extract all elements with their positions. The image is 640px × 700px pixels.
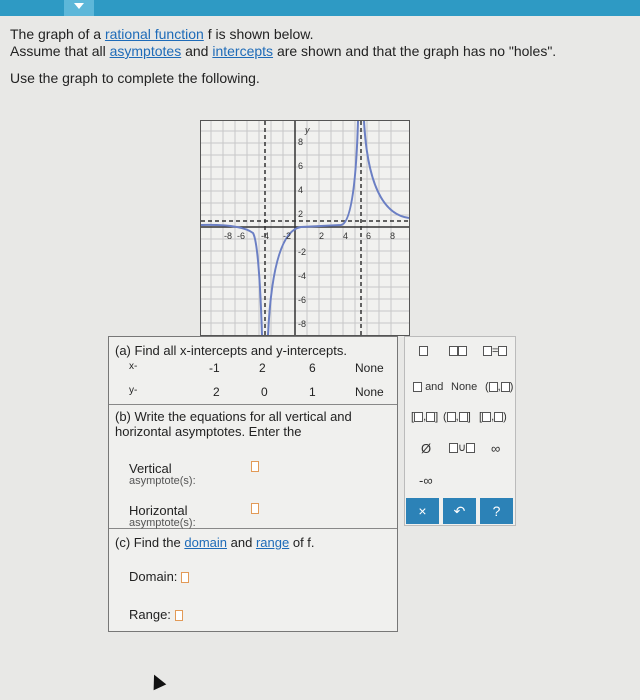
x-option[interactable]: -1 — [209, 361, 220, 375]
horizontal-asymptote-input[interactable] — [251, 503, 259, 514]
question-line-2 — [10, 43, 556, 60]
part-b-header: (b) Write the equations for all vertical and horizontal asymptotes. Enter the — [115, 409, 352, 439]
union-symbol: ∪ — [458, 442, 467, 454]
rational-function-link[interactable]: rational function — [104, 26, 204, 42]
chevron-down-icon — [74, 3, 84, 9]
none-button[interactable]: None — [451, 381, 478, 393]
x-tick-label: 8 — [390, 231, 396, 241]
text: are shown and that the graph has no "holes". — [276, 43, 557, 59]
vertical-asymptote-sublabel: asymptote(s): — [129, 475, 196, 487]
y-tick-label: -4 — [298, 271, 307, 281]
mixed-fraction-button[interactable] — [449, 345, 467, 357]
text: f is shown below. — [207, 26, 314, 42]
x-tick-label: -2 — [283, 231, 292, 241]
y-tick-label: 2 — [298, 209, 304, 219]
y-tick-label: 6 — [298, 161, 304, 171]
part-c-header — [115, 535, 315, 550]
part-a-section — [109, 337, 397, 405]
x-intercept-label: x- — [129, 361, 138, 372]
range-input[interactable] — [175, 610, 183, 621]
undo-button[interactable]: ↶ — [443, 498, 476, 524]
range-row — [129, 607, 183, 622]
union-button[interactable] — [449, 441, 475, 454]
help-button[interactable]: ? — [480, 498, 513, 524]
y-option[interactable]: 2 — [213, 385, 220, 399]
and-button[interactable] — [413, 381, 443, 393]
x-option[interactable]: 6 — [309, 361, 316, 375]
x-tick-label: -6 — [237, 231, 246, 241]
text: and — [230, 535, 253, 550]
domain-link[interactable]: domain — [184, 535, 228, 550]
x-option[interactable]: 2 — [259, 361, 266, 375]
neg-infinity-button[interactable]: -∞ — [419, 473, 433, 488]
y-tick-label: -6 — [298, 295, 307, 305]
question-line-1 — [10, 26, 556, 43]
text: and — [185, 43, 209, 59]
question-line-3: Use the graph to complete the following. — [10, 70, 260, 86]
curve-middle — [268, 121, 358, 335]
top-bar — [0, 0, 640, 16]
vertical-asymptote-input[interactable] — [251, 461, 259, 472]
x-tick-label: -8 — [224, 231, 233, 241]
intercepts-link[interactable]: intercepts — [212, 43, 274, 59]
y-option-none[interactable]: None — [355, 385, 384, 399]
y-tick-label: 4 — [298, 185, 304, 195]
half-closed-interval-button[interactable]: [ , ) — [479, 411, 507, 423]
empty-set-button[interactable]: Ø — [421, 441, 432, 456]
closed-interval-button[interactable]: [ , ] — [411, 411, 439, 423]
horizontal-asymptote-sublabel: asymptote(s): — [129, 517, 196, 529]
open-interval-button[interactable]: ( , ) — [485, 381, 514, 393]
half-open-interval-button[interactable]: ( , ] — [443, 411, 471, 423]
y-axis-label: y — [305, 125, 310, 135]
x-option-none[interactable]: None — [355, 361, 384, 375]
mouse-cursor-icon — [148, 672, 167, 691]
question-text — [10, 26, 556, 87]
text: Assume that all — [10, 43, 106, 59]
x-tick-label: 6 — [366, 231, 372, 241]
y-option[interactable]: 1 — [309, 385, 316, 399]
and-label: and — [425, 381, 444, 393]
y-intercept-label: y- — [129, 385, 138, 396]
range-link[interactable]: range — [255, 535, 290, 550]
infinity-button[interactable]: ∞ — [491, 441, 501, 456]
domain-input[interactable] — [181, 572, 189, 583]
y-tick-label: 8 — [298, 137, 304, 147]
x-tick-label: -4 — [261, 231, 270, 241]
vertical-asymptote-label: Vertical — [129, 461, 172, 476]
y-tick-label: -8 — [298, 319, 307, 329]
graph-svg — [201, 121, 409, 335]
x-tick-label: 4 — [343, 231, 349, 241]
range-label: Range: — [129, 607, 171, 622]
domain-row — [129, 569, 189, 584]
collapse-tab[interactable] — [64, 0, 94, 16]
x-tick-label: 2 — [319, 231, 325, 241]
part-a-header: (a) Find all x-intercepts and y-intercepts. — [115, 343, 347, 358]
clear-button[interactable]: × — [406, 498, 439, 524]
horizontal-asymptote-label: Horizontal — [129, 503, 188, 518]
curve-left — [201, 225, 262, 335]
equals-button[interactable]: = — [483, 345, 507, 357]
y-tick-label: -2 — [298, 247, 307, 257]
fraction-button[interactable] — [419, 345, 428, 357]
text: The graph of a — [10, 26, 102, 42]
domain-label: Domain: — [129, 569, 178, 584]
text: (c) Find the — [115, 535, 181, 550]
text: of f. — [292, 535, 315, 550]
part-c-section — [109, 529, 397, 633]
y-option[interactable]: 0 — [261, 385, 268, 399]
part-b-section — [109, 405, 397, 529]
asymptotes-link[interactable]: asymptotes — [109, 43, 182, 59]
answer-panel — [108, 336, 398, 632]
function-graph — [200, 120, 410, 336]
